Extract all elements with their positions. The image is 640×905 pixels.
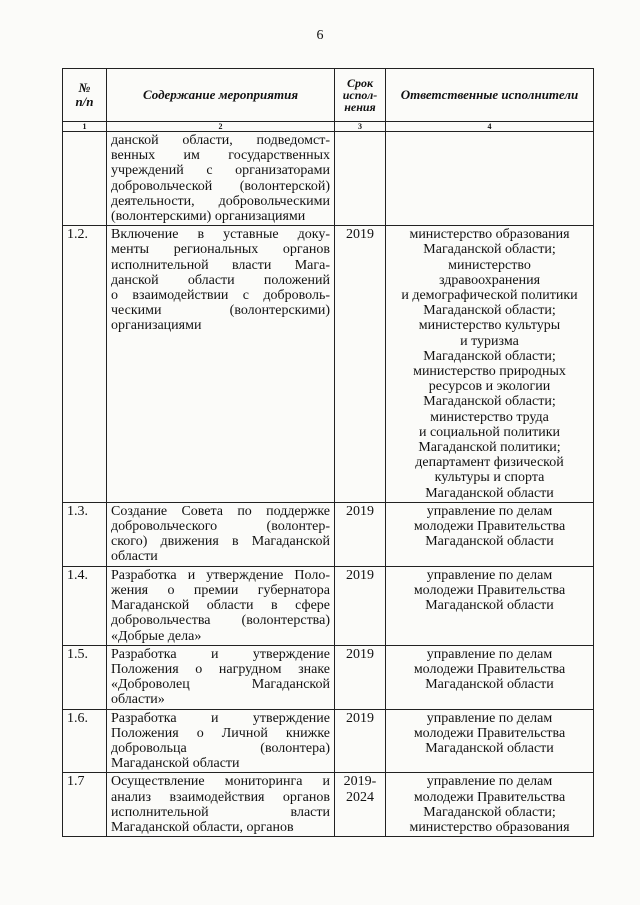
row-responsible-line: Магаданской области <box>425 598 554 614</box>
row-number: 1.2. <box>63 226 107 503</box>
row-content-line: Осуществление мониторинга и <box>111 774 330 790</box>
action-plan-table <box>62 68 594 837</box>
row-term-line: 2024 <box>346 789 374 805</box>
row-responsible-line: министерство <box>448 257 531 273</box>
row-responsible-line: молодежи Правительства <box>413 789 566 805</box>
header-content: Содержание мероприятия <box>107 69 335 122</box>
row-content-line: области <box>111 549 158 565</box>
row-responsible-line: министерство труда <box>430 409 549 425</box>
row-content-line: ческими (волонтерскими) <box>111 303 330 319</box>
header-num-line: № <box>78 80 91 95</box>
row-content-line: Разработка и утверждение <box>111 710 330 726</box>
row-content-line: Магаданской области <box>111 756 240 772</box>
row-content <box>107 566 335 645</box>
row-responsible-line: Магаданской области; <box>423 303 556 319</box>
row-content-line: венных им государственных <box>111 148 330 164</box>
row-term-line: 2019- <box>343 774 377 790</box>
row-content-line: Положения о нагрудном знаке <box>111 661 330 677</box>
row-responsible-line: молодежи Правительства <box>413 519 566 535</box>
row-responsible <box>386 132 594 226</box>
row-content-line: Разработка и утверждение <box>111 646 330 662</box>
row-term-line: 2019 <box>346 646 374 662</box>
row-content-line: области» <box>111 692 165 708</box>
row-content-line: добровольческого (волонтер- <box>111 519 330 535</box>
row-responsible-line: Магаданской области <box>425 677 554 693</box>
row-content <box>107 502 335 566</box>
row-content-line: о взаимодействии с доброволь- <box>111 288 330 304</box>
row-responsible-line: управление по делам <box>426 567 553 583</box>
table-header-row <box>63 69 594 122</box>
row-content-line: «Добрые дела» <box>111 628 202 644</box>
row-responsible-line: молодежи Правительства <box>413 582 566 598</box>
row-responsible-line: министерство образования <box>409 819 570 835</box>
row-number <box>63 132 107 226</box>
table-row <box>63 645 594 709</box>
row-content-line: организациями <box>111 318 202 334</box>
row-responsible-line: здравоохранения <box>438 272 541 288</box>
row-number: 1.4. <box>63 566 107 645</box>
row-term <box>335 645 386 709</box>
row-responsible-line: и демографической политики <box>401 288 578 304</box>
row-term-line: 2019 <box>346 227 374 243</box>
table-row <box>63 566 594 645</box>
row-responsible-line: министерство культуры <box>418 318 561 334</box>
row-responsible-line: Магаданской области; <box>423 348 556 364</box>
header-responsible: Ответственные исполнители <box>386 69 594 122</box>
row-term <box>335 566 386 645</box>
row-number: 1.5. <box>63 645 107 709</box>
row-content <box>107 645 335 709</box>
row-term <box>335 502 386 566</box>
row-responsible <box>386 566 594 645</box>
column-index-row <box>63 122 594 132</box>
row-term <box>335 226 386 503</box>
row-responsible-line: департамент физической <box>415 455 564 471</box>
row-responsible-line: управление по делам <box>426 710 553 726</box>
row-content-line: Создание Совета по поддержке <box>111 503 330 519</box>
row-responsible-line: Магаданской области <box>425 534 554 550</box>
row-responsible <box>386 226 594 503</box>
table-row <box>63 502 594 566</box>
row-content-line: исполнительной власти Мага- <box>111 257 330 273</box>
row-responsible-line: Магаданской области; <box>423 804 556 820</box>
row-content-line: Магаданской области, органов <box>111 819 294 835</box>
row-content-line: Включение в уставные доку- <box>111 227 330 243</box>
row-content-line: исполнительной власти <box>111 804 330 820</box>
row-term-line: 2019 <box>346 567 374 583</box>
row-term-line: 2019 <box>346 503 374 519</box>
row-content <box>107 709 335 773</box>
row-content-line: добровольческой (волонтерской) <box>111 178 330 194</box>
row-content-line: Положения о Личной книжке <box>111 725 330 741</box>
row-content-line: Магаданской области в сфере <box>111 598 330 614</box>
column-index: 3 <box>335 122 386 132</box>
page-number: 6 <box>316 28 324 43</box>
row-responsible-line: и социальной политики <box>418 424 561 440</box>
row-responsible-line: культуры и спорта <box>434 470 545 486</box>
table-row <box>63 773 594 837</box>
row-responsible-line: Магаданской политики; <box>418 440 561 456</box>
row-content-line: анализ взаимодействия органов <box>111 789 330 805</box>
row-content-line: добровольца (волонтера) <box>111 740 330 756</box>
row-term <box>335 132 386 226</box>
row-number: 1.6. <box>63 709 107 773</box>
row-content-line: Разработка и утверждение Поло- <box>111 567 330 583</box>
header-num-line: п/п <box>75 94 94 109</box>
row-responsible-line: Магаданской области; <box>423 394 556 410</box>
row-responsible <box>386 645 594 709</box>
row-content-line: «Доброволец Магаданской <box>111 677 330 693</box>
row-responsible-line: управление по делам <box>426 646 553 662</box>
row-content-line: жения о премии губернатора <box>111 582 330 598</box>
row-responsible-line: ресурсов и экологии <box>428 379 551 395</box>
table-row <box>63 132 594 226</box>
table-row <box>63 709 594 773</box>
row-responsible-line: молодежи Правительства <box>413 661 566 677</box>
row-responsible-line: министерство образования <box>409 227 570 243</box>
row-number: 1.3. <box>63 502 107 566</box>
row-content-line: учреждений с организаторами <box>111 163 330 179</box>
row-content-line: менты региональных органов <box>111 242 330 258</box>
row-content-line: добровольчества (волонтерства) <box>111 613 330 629</box>
header-num <box>63 69 107 122</box>
row-content <box>107 132 335 226</box>
header-term-line: нения <box>344 100 376 114</box>
row-responsible-line: молодежи Правительства <box>413 725 566 741</box>
row-responsible <box>386 502 594 566</box>
row-responsible-line: управление по делам <box>426 774 553 790</box>
row-content <box>107 773 335 837</box>
row-number: 1.7 <box>63 773 107 837</box>
row-term <box>335 773 386 837</box>
row-responsible-line: министерство природных <box>413 364 566 380</box>
header-term-line: испол- <box>342 88 378 102</box>
column-index: 1 <box>63 122 107 132</box>
row-term-line: 2019 <box>346 710 374 726</box>
table-row <box>63 226 594 503</box>
row-content-line: (волонтерскими) организациями <box>111 209 306 225</box>
row-responsible <box>386 773 594 837</box>
header-term <box>335 69 386 122</box>
header-term-line: Срок <box>346 76 374 90</box>
row-responsible-line: и туризма <box>460 333 519 349</box>
row-responsible-line: Магаданской области; <box>423 242 556 258</box>
column-index: 2 <box>107 122 335 132</box>
row-responsible-line: управление по делам <box>426 503 553 519</box>
row-responsible <box>386 709 594 773</box>
row-content-line: данской области, подведомст- <box>111 133 330 148</box>
row-responsible-line: Магаданской области <box>425 485 554 501</box>
column-index: 4 <box>386 122 594 132</box>
row-term <box>335 709 386 773</box>
row-content-line: данской области положений <box>111 272 330 288</box>
row-responsible-line: Магаданской области <box>425 740 554 756</box>
row-content <box>107 226 335 503</box>
row-content-line: деятельности, добровольческими <box>111 193 330 209</box>
row-content-line: ского) движения в Магаданской <box>111 534 330 550</box>
